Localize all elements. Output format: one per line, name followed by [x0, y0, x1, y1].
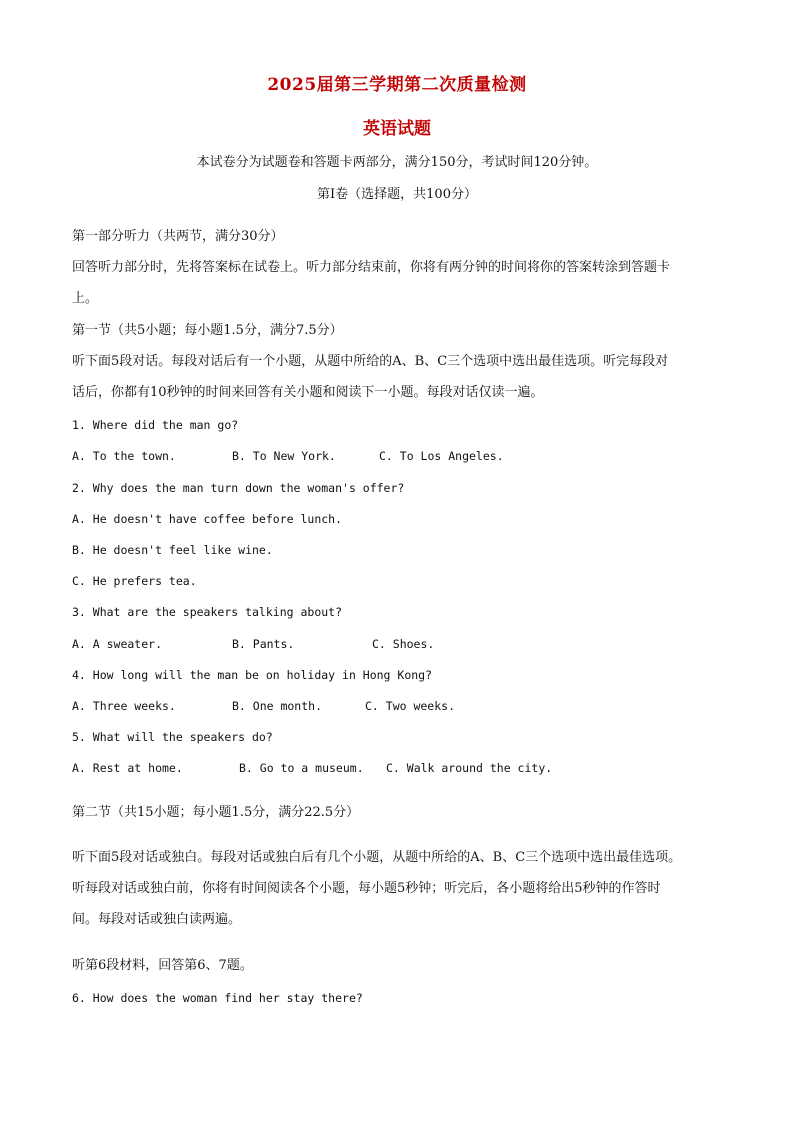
question-1-option-a: A. To the town. — [72, 449, 176, 463]
question-3-option-a: A. A sweater. — [72, 637, 163, 651]
part1-instruction-line2: 上。 — [72, 291, 99, 306]
question-2-option-c: C. He prefers tea. — [72, 574, 197, 588]
section1-instruction-line2: 话后，你都有10秒钟的时间来回答有关小题和阅读下一小题。每段对话仅读一遍。 — [72, 385, 544, 400]
section1-instruction-line1: 听下面5段对话。每段对话后有一个小题，从题中所给的A、B、C三个选项中选出最佳选项。听完每段对 — [72, 354, 669, 369]
question-4-option-b: B. One month. — [232, 699, 323, 713]
question-4-option-c: C. Two weeks. — [365, 699, 456, 713]
question-1-option-c: C. To Los Angeles. — [379, 449, 504, 463]
part1-instruction-line1: 回答听力部分时，先将答案标在试卷上。听力部分结束前，你将有两分钟的时间将你的答案转涂到答题卡 — [72, 260, 671, 275]
volume-heading: 第I卷（选择题，共100分） — [317, 187, 477, 202]
section1-heading: 第一节（共5小题；每小题1.5分，满分7.5分） — [72, 323, 343, 338]
question-1-option-b: B. To New York. — [232, 449, 336, 463]
exam-title: 2025届第三学期第二次质量检测 — [267, 75, 527, 95]
question-5-stem: 5. What will the speakers do? — [72, 730, 273, 744]
question-5-option-b: B. Go to a museum. — [239, 761, 364, 775]
question-4-stem: 4. How long will the man be on holiday in Hong Kong? — [72, 668, 433, 682]
question-5-option-c: C. Walk around the city. — [386, 761, 553, 775]
question-3-option-b: B. Pants. — [232, 637, 295, 651]
question-2-stem: 2. Why does the man turn down the woman's offer? — [72, 481, 405, 495]
section2-instruction-line2: 听每段对话或独白前，你将有时间阅读各个小题，每小题5秒钟；听完后，各小题将给出5秒钟的作答时 — [72, 881, 661, 896]
question-3-stem: 3. What are the speakers talking about? — [72, 605, 343, 619]
section2-instruction-line3: 间。每段对话或独白读两遍。 — [72, 912, 242, 927]
exam-subject: 英语试题 — [363, 119, 431, 139]
question-4-option-a: A. Three weeks. — [72, 699, 176, 713]
question-6-stem: 6. How does the woman find her stay there? — [72, 991, 363, 1005]
question-2-option-a: A. He doesn't have coffee before lunch. — [72, 512, 343, 526]
material-6-heading: 听第6段材料，回答第6、7题。 — [72, 958, 253, 973]
question-5-option-a: A. Rest at home. — [72, 761, 183, 775]
exam-intro: 本试卷分为试题卷和答题卡两部分，满分150分，考试时间120分钟。 — [196, 155, 598, 170]
question-1-stem: 1. Where did the man go? — [72, 418, 239, 432]
part1-heading: 第一部分听力（共两节，满分30分） — [72, 229, 284, 244]
question-2-option-b: B. He doesn't feel like wine. — [72, 543, 273, 557]
section2-heading: 第二节（共15小题；每小题1.5分，满分22.5分） — [72, 805, 360, 820]
section2-instruction-line1: 听下面5段对话或独白。每段对话或独白后有几个小题，从题中所给的A、B、C三个选项中选出最佳选项。 — [72, 850, 682, 865]
question-3-option-c: C. Shoes. — [372, 637, 435, 651]
